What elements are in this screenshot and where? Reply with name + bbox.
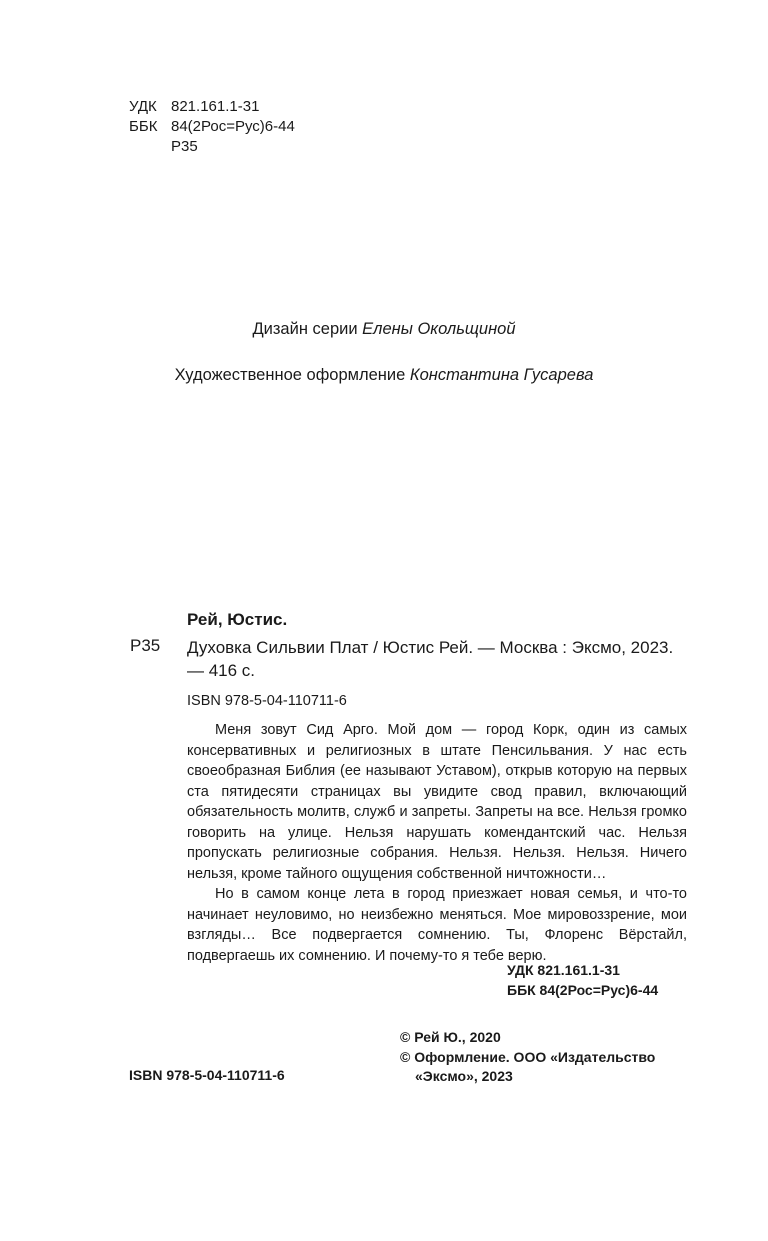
copyright-design: © Оформление. ООО «Издательство	[400, 1048, 656, 1065]
annotation-paragraph-1: Меня зовут Сид Арго. Мой дом — город Корк, один из самых консервативных и религиозных в штате Пенсильвания. У нас есть своеобразная Библия (ее называют Уставом), открыв которую на первых ста пятидесяти страницах вы увидите свод правил, включающий обязательность молитв, служб и запреты. Запреты на все. Нельзя громко говорить на улице. Нельзя нарушать комендантский час. Нельзя пропускать религиозные собрания. Нельзя. Нельзя. Нельзя. Ничего нельзя, кроме тайного ощущения собственной ничтожности…	[187, 722, 687, 882]
copyright-block	[400, 1028, 655, 1087]
series-design-name: Елены Окольщиной	[362, 320, 516, 338]
bbk-row	[129, 117, 295, 137]
bbk-bottom: ББК 84(2Рос=Рус)6-44	[507, 982, 659, 998]
art-design-label: Художественное оформление	[174, 366, 406, 384]
classification-block	[129, 97, 295, 157]
udk-bottom: УДК 821.161.1-31	[507, 962, 620, 978]
biblio-code: Р35	[130, 636, 161, 655]
series-design-label: Дизайн серии	[252, 320, 358, 338]
bbk-label: ББК	[129, 118, 158, 135]
codes-bottom	[507, 960, 658, 1000]
udk-label: УДК	[129, 98, 157, 115]
annotation	[187, 720, 687, 966]
author-code-row	[129, 137, 295, 157]
art-design-credit	[0, 366, 768, 385]
series-design-credit	[0, 320, 768, 339]
copyright-publisher: «Эксмо», 2023	[415, 1068, 513, 1084]
copyright-author: © Рей Ю., 2020	[400, 1029, 501, 1045]
biblio-title: Духовка Сильвии Плат / Юстис Рей. — Москва : Эксмо, 2023. — 416 с.	[187, 638, 674, 680]
udk-value: 821.161.1-31	[171, 98, 260, 115]
biblio-isbn: ISBN 978-5-04-110711-6	[187, 693, 347, 709]
annotation-paragraph-2: Но в самом конце лета в город приезжает новая семья, и что-то начинает неуловимо, но неизбежно меняться. Мое мировоззрение, мои взгляды… Все подвергается сомнению. Ты, Флоренс Вёрстайл, подвергаешь их сомнению. И почему-то я тебе верю.	[187, 886, 687, 964]
bbk-value: 84(2Рос=Рус)6-44	[171, 118, 295, 135]
author-code: Р35	[171, 138, 198, 155]
isbn-bottom: ISBN 978-5-04-110711-6	[129, 1067, 285, 1083]
art-design-name: Константина Гусарева	[409, 366, 594, 384]
udk-row	[129, 97, 295, 117]
biblio-author: Рей, Юстис.	[187, 610, 288, 629]
